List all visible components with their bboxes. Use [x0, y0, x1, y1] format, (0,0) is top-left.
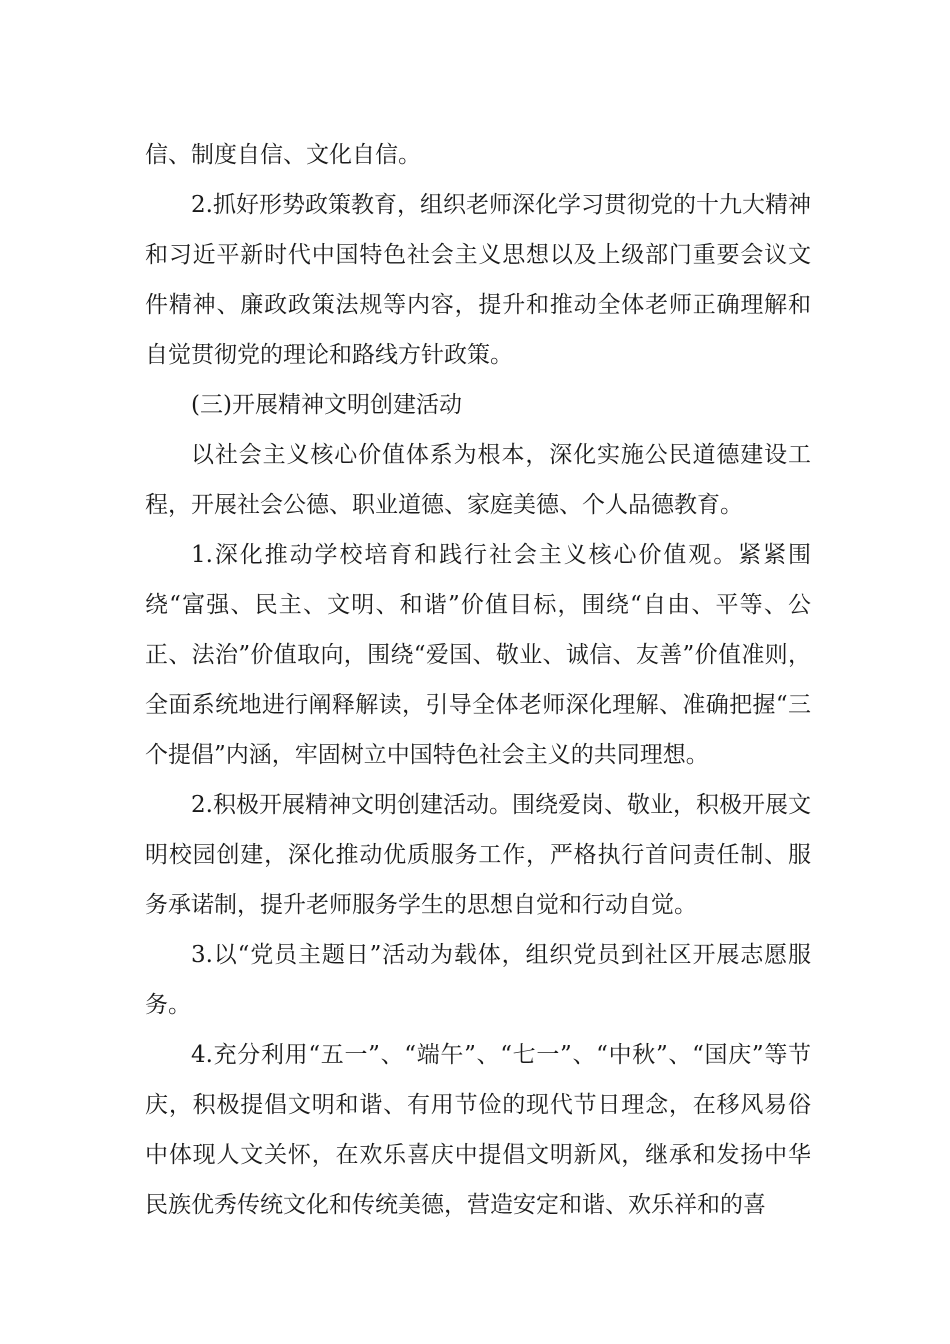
paragraph-item-2: 2.积极开展精神文明创建活动。围绕爱岗、敬业，积极开展文明校园创建，深化推动优质服务工作，严格执行首问责任制、服务承诺制，提升老师服务学生的思想自觉和行动自觉。: [145, 792, 811, 918]
paragraph-policy-education: 2.抓好形势政策教育，组织老师深化学习贯彻党的十九大精神和习近平新时代中国特色社会主义思想以及上级部门重要会议文件精神、廉政政策法规等内容，提升和推动全体老师正确理解和自觉贯彻党的理论和路线方针政策。: [145, 192, 811, 368]
paragraph-continuation: 信、制度自信、文化自信。: [145, 142, 421, 168]
paragraph-item-3: 3.以“党员主题日”活动为载体，组织党员到社区开展志愿服务。: [145, 942, 811, 1018]
paragraph-core-values-intro: 以社会主义核心价值体系为根本，深化实施公民道德建设工程，开展社会公德、职业道德、家庭美德、个人品德教育。: [145, 442, 811, 518]
document-body: [145, 130, 811, 1230]
paragraph-item-4: 4.充分利用“五一”、“端午”、“七一”、“中秋”、“国庆”等节庆，积极提倡文明和谐、有用节俭的现代节日理念，在移风易俗中体现人文关怀，在欢乐喜庆中提倡文明新风，继承和发扬中华民族优秀传统文化和传统美德，营造安定和谐、欢乐祥和的喜: [145, 1042, 811, 1218]
section-heading-civilization-activities: (三)开展精神文明创建活动: [191, 392, 462, 418]
paragraph-item-1: 1.深化推动学校培育和践行社会主义核心价值观。紧紧围绕“富强、民主、文明、和谐”价值目标，围绕“自由、平等、公正、法治”价值取向，围绕“爱国、敬业、诚信、友善”价值准则，全面系统地进行阐释解读，引导全体老师深化理解、准确把握“三个提倡”内涵，牢固树立中国特色社会主义的共同理想。: [145, 542, 811, 768]
